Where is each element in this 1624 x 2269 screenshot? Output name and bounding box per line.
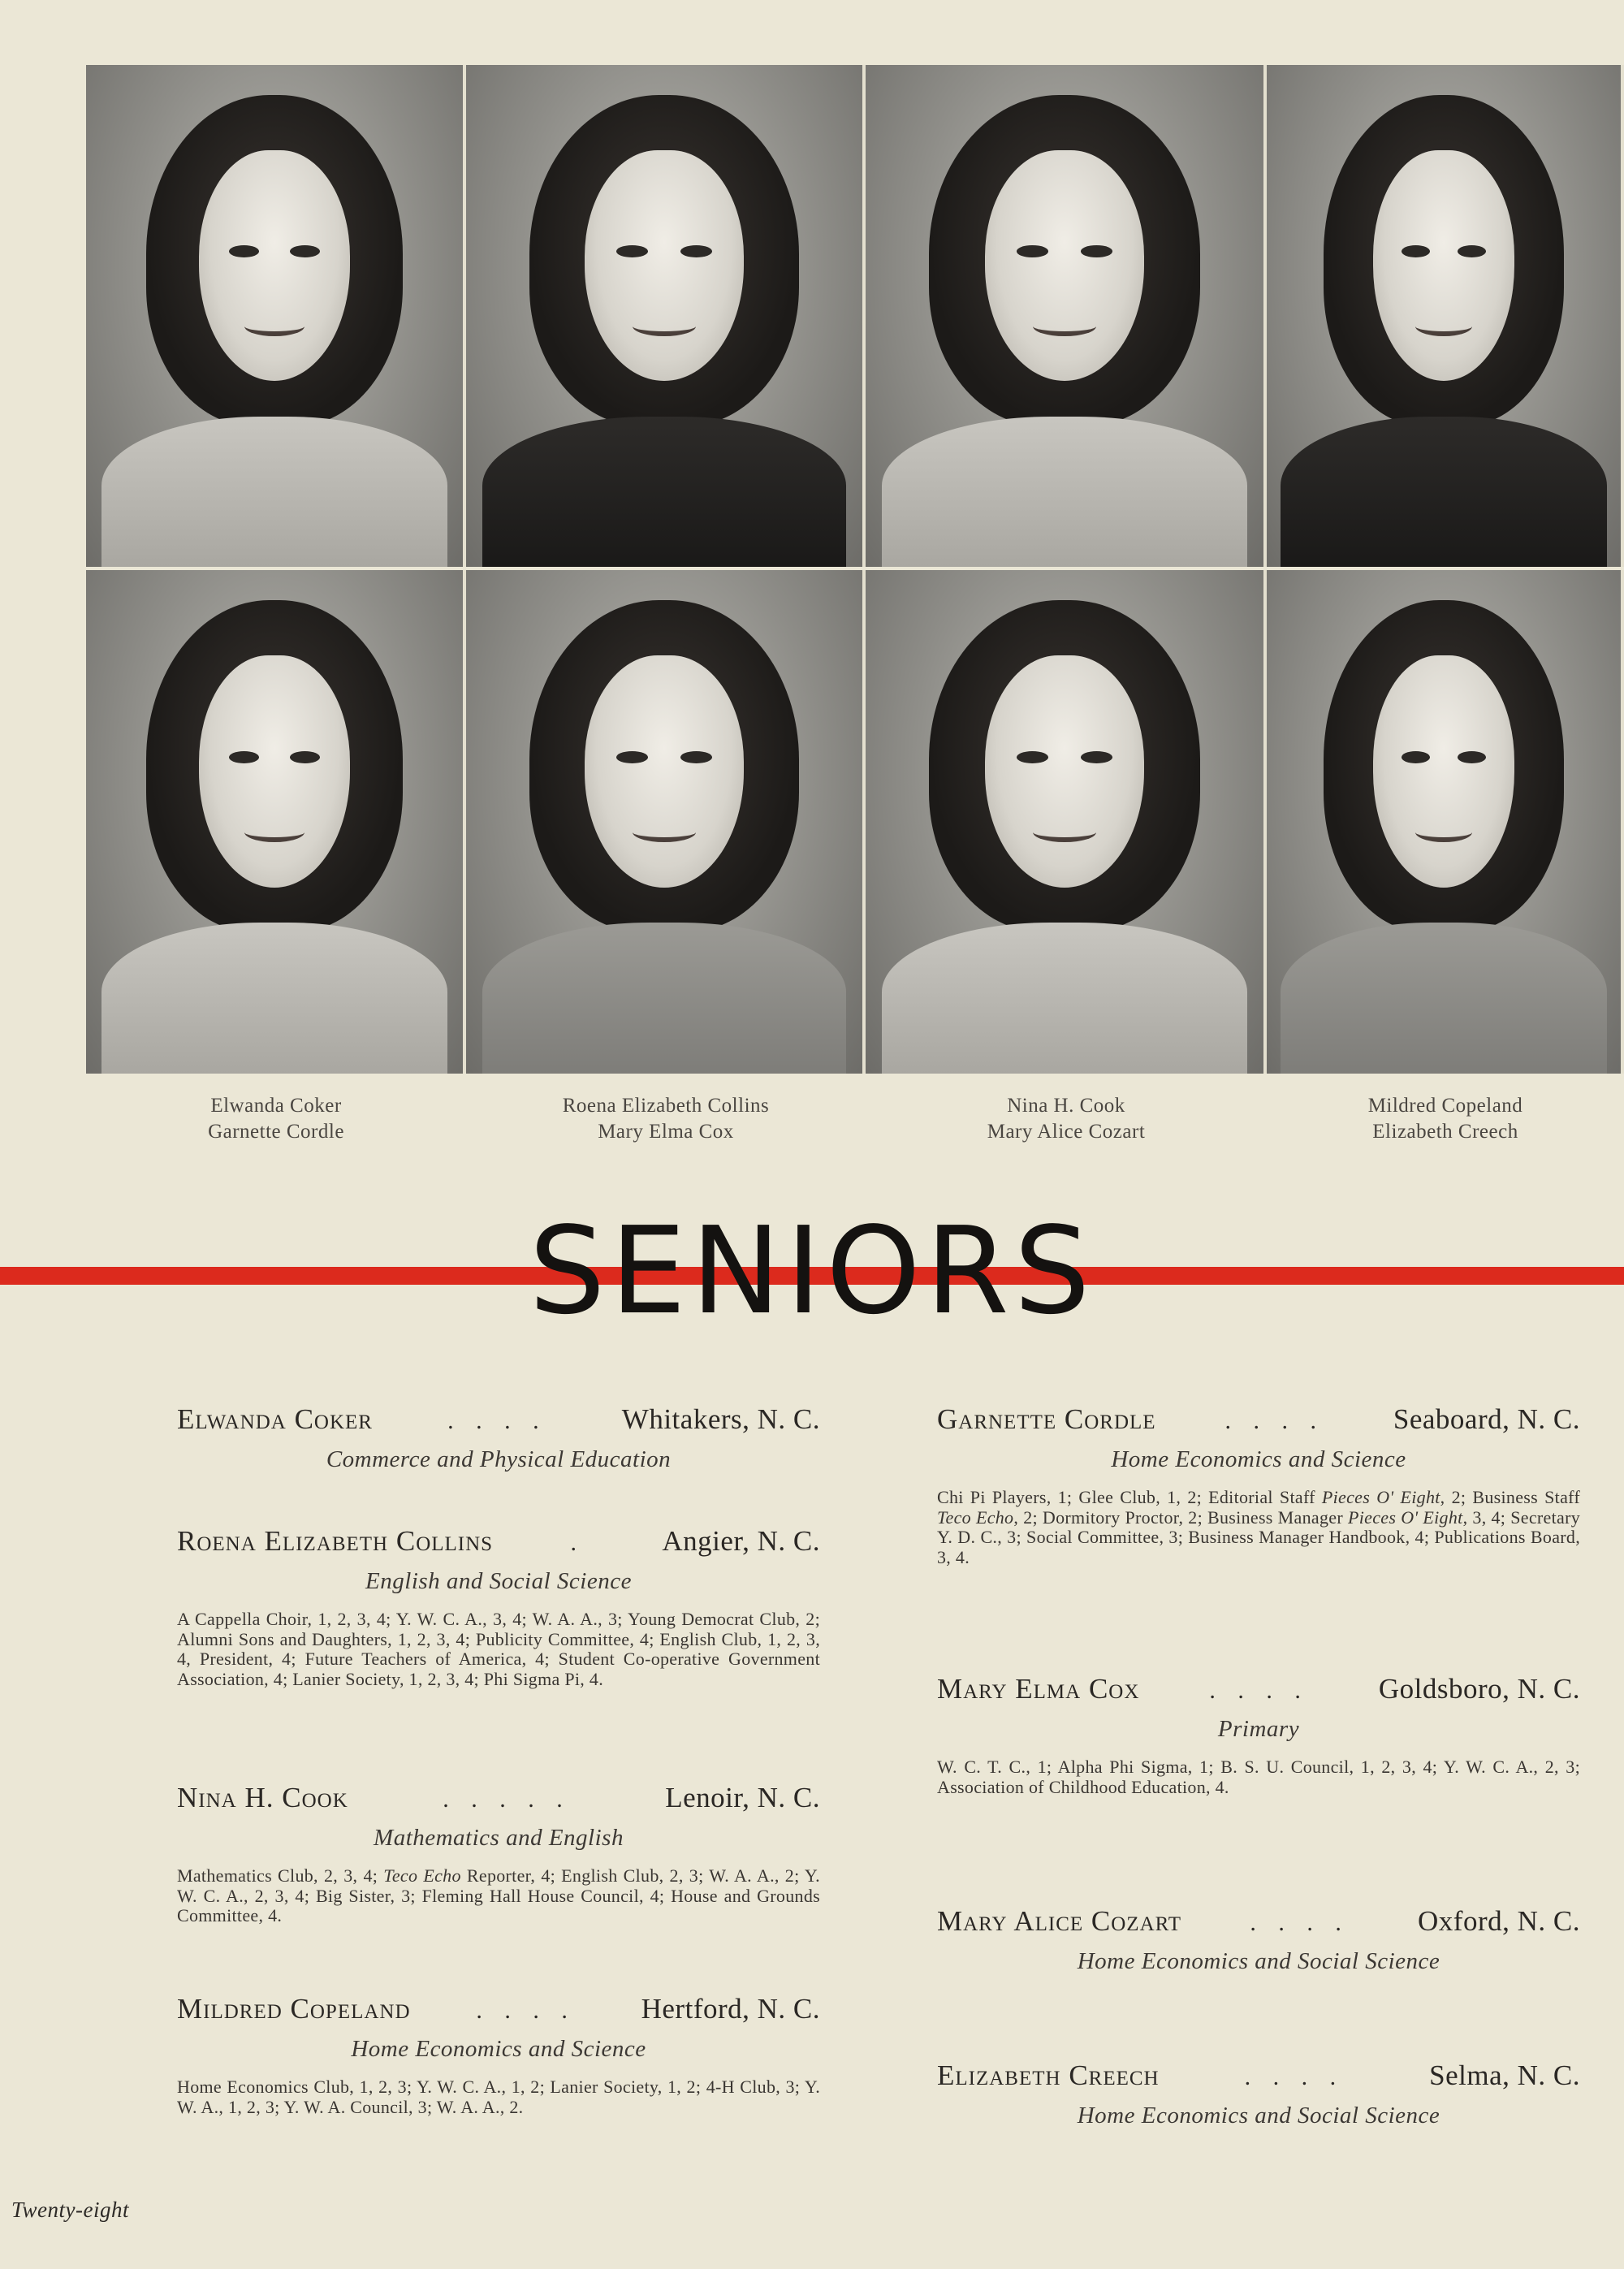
caption-name: Garnette Cordle [208, 1121, 344, 1143]
caption-column-3 [866, 1093, 1267, 1145]
entry-header [937, 1671, 1580, 1709]
entry-town: Oxford, N. C. [1418, 1905, 1580, 1937]
portrait-nina-h-cook [866, 65, 1267, 567]
entry-name: Roena Elizabeth Collins [177, 1525, 494, 1557]
entry-name: Elwanda Coker [177, 1403, 373, 1435]
caption-name: Nina H. Cook [1007, 1095, 1125, 1117]
entry-activities: A Cappella Choir, 1, 2, 3, 4; Y. W. C. A., 3, 4; W. A. A., 3; Young Democrat Club, 2; Alumni Sons and Daughters, 1, 2, 3, 4; Publicity Committee, 4; English Club, 1, 2, 3, 4, President, 4; Future Teachers of America, 4; Student Co-operative Government Association, 4; Lanier Society, 1, 2, 3, 4; Phi Sigma Pi, 4. [177, 1609, 820, 1689]
leader-dots: . . . . [447, 1407, 547, 1434]
caption-name: Roena Elizabeth Collins [562, 1095, 770, 1117]
portrait-mildred-copeland [1267, 65, 1624, 567]
entry-name: Mary Alice Cozart [937, 1905, 1182, 1937]
portrait-elizabeth-creech [1267, 570, 1624, 1074]
entry-major: Home Economics and Social Science [1077, 1948, 1440, 1974]
caption-column-4 [1267, 1093, 1624, 1145]
entry-header [177, 1991, 820, 2029]
entry-town: Selma, N. C. [1429, 2059, 1580, 2091]
page-number: Twenty-eight [11, 2198, 129, 2222]
activities-publication: Pieces O' Eight [1321, 1487, 1440, 1507]
caption-name: Elizabeth Creech [1372, 1121, 1518, 1143]
portrait-mary-elma-cox [466, 570, 866, 1074]
entry-town: Angier, N. C. [662, 1525, 820, 1557]
entry-town: Lenoir, N. C. [665, 1782, 820, 1813]
entry-activities [937, 1488, 1580, 1567]
activities-text: , 3, 4; Secretary Y. D. C., 3; Social Committee, 3; Business Manager Handbook, 4; Publications Board, 3, 4. [937, 1506, 1580, 1567]
activities-text: , 2; Dormitory Proctor, 2; Business Manager [1013, 1506, 1348, 1528]
leader-dots: . . . . [1209, 1677, 1309, 1704]
activities-text: , 2; Business Staff [1440, 1487, 1580, 1507]
entry-major: Commerce and Physical Education [326, 1446, 672, 1472]
entry-header [937, 1402, 1580, 1439]
portrait-elwanda-coker [86, 65, 466, 567]
caption-name: Mary Elma Cox [598, 1121, 734, 1143]
portrait-grid [86, 65, 1624, 1074]
activities-text: Mathematics Club, 2, 3, 4; [177, 1865, 384, 1886]
entry-major: English and Social Science [365, 1568, 632, 1594]
entry-header [937, 1904, 1580, 1941]
section-title: SENIORS [529, 1201, 1095, 1341]
caption-column-2 [466, 1093, 866, 1145]
entry-major: Home Economics and Social Science [1077, 2103, 1440, 2129]
activities-text: Chi Pi Players, 1; Glee Club, 1, 2; Editorial Staff [937, 1487, 1322, 1507]
entry-mary-alice-cozart [937, 1904, 1580, 1977]
portrait-roena-elizabeth-collins [466, 65, 866, 567]
entry-name: Mary Elma Cox [937, 1673, 1140, 1705]
entry-name: Mildred Copeland [177, 1993, 411, 2025]
leader-dots: . . . . . [443, 1786, 571, 1813]
portrait-mary-alice-cozart [866, 570, 1267, 1074]
caption-name: Mary Alice Cozart [987, 1121, 1146, 1143]
leader-dots: . . . . [1244, 2064, 1345, 2090]
leader-dots: . . . . [476, 1997, 576, 2024]
entry-mildred-copeland [177, 1991, 820, 2117]
entry-activities: Home Economics Club, 1, 2, 3; Y. W. C. A., 1, 2; Lanier Society, 1, 2; 4-H Club, 3; Y. W. A., 1, 2, 3; Y. W. A. Council, 3; W. A. A., 2. [177, 2077, 820, 2117]
entry-activities: W. C. T. C., 1; Alpha Phi Sigma, 1; B. S. U. Council, 1, 2, 3, 4; Y. W. C. A., 2, 3; Association of Childhood Education, 4. [937, 1757, 1580, 1797]
entry-name: Elizabeth Creech [937, 2059, 1160, 2091]
activities-publication: Teco Echo [937, 1506, 1014, 1528]
leader-dots: . [570, 1529, 585, 1556]
entry-roena-elizabeth-collins [177, 1523, 820, 1689]
entry-name: Nina H. Cook [177, 1782, 348, 1813]
entry-header [177, 1523, 820, 1561]
entry-town: Seaboard, N. C. [1393, 1403, 1580, 1435]
leader-dots: . . . . [1250, 1909, 1350, 1936]
caption-column-1 [86, 1093, 466, 1145]
entry-town: Goldsboro, N. C. [1378, 1673, 1580, 1705]
entry-major: Primary [1217, 1716, 1300, 1742]
entry-major: Home Economics and Science [351, 2036, 646, 2062]
entry-name: Garnette Cordle [937, 1403, 1156, 1435]
entry-town: Whitakers, N. C. [621, 1403, 820, 1435]
entry-town: Hertford, N. C. [641, 1993, 820, 2025]
portrait-garnette-cordle [86, 570, 466, 1074]
entry-elwanda-coker [177, 1402, 820, 1475]
entry-header [177, 1402, 820, 1439]
entry-activities [177, 1866, 820, 1926]
activities-text: Reporter, 4; English Club, 2, 3; W. A. A., 2; Y. W. C. A., 2, 3, 4; Big Sister, 3; Fleming Hall House Council, 4; House and Grounds Committee, 4. [177, 1865, 820, 1925]
leader-dots: . . . . [1224, 1407, 1324, 1434]
entry-major: Mathematics and English [374, 1825, 624, 1851]
entry-mary-elma-cox [937, 1671, 1580, 1797]
entry-header [937, 2058, 1580, 2095]
entry-major: Home Economics and Science [1111, 1446, 1406, 1472]
caption-name: Elwanda Coker [210, 1095, 342, 1117]
activities-publication: Pieces O' Eight [1347, 1506, 1463, 1528]
entry-header [177, 1780, 820, 1817]
caption-name: Mildred Copeland [1367, 1095, 1523, 1117]
photo-captions [86, 1093, 1624, 1145]
entry-nina-h-cook [177, 1780, 820, 1926]
entry-elizabeth-creech [937, 2058, 1580, 2131]
entry-garnette-cordle [937, 1402, 1580, 1567]
activities-publication: Teco Echo [383, 1865, 461, 1886]
